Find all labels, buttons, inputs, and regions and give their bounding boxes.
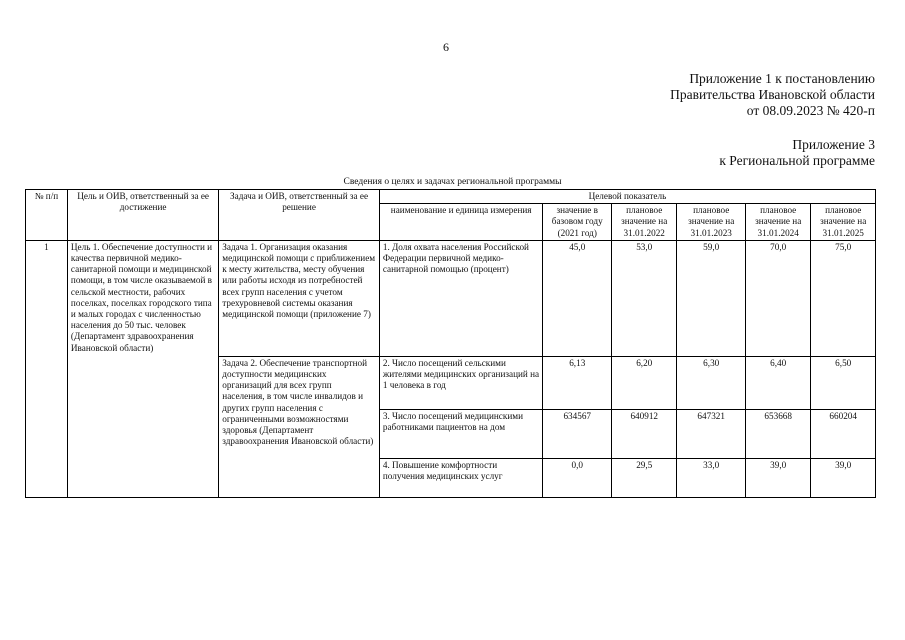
- indicator-name: 2. Число посещений сельскими жителями медицинских организаций на 1 человека в год: [379, 356, 543, 409]
- appendix-1-header: [670, 71, 875, 119]
- indicator-plan-2025: 75,0: [811, 240, 876, 356]
- header-target-indicator: Целевой показатель: [379, 190, 875, 204]
- appendix-1-line-2: Правительства Ивановской области: [670, 87, 875, 102]
- indicator-name: 3. Число посещений медицинскими работниками пациентов на дом: [379, 409, 543, 458]
- indicator-plan-2022: 53,0: [612, 240, 677, 356]
- page-number: 6: [443, 40, 449, 54]
- indicator-plan-2022: 640912: [612, 409, 677, 458]
- task-cell: Задача 2. Обеспечение транспортной доступности медицинских организаций для всех групп населения, в том числе инвалидов и других групп населения с ограниченными возможностями здоровья (Департамент здравоохранения Ивановской области): [219, 356, 380, 497]
- indicator-plan-2024: 6,40: [745, 356, 810, 409]
- header-base-value: значение в базовом году (2021 год): [543, 204, 612, 241]
- appendix-3-line-2: к Региональной программе: [719, 153, 875, 168]
- indicator-plan-2025: 39,0: [811, 458, 876, 497]
- indicator-name: 4. Повышение комфортности получения медицинских услуг: [379, 458, 543, 497]
- appendix-1-line-3: от 08.09.2023 № 420-п: [746, 103, 875, 118]
- indicator-base-value: 45,0: [543, 240, 612, 356]
- header-indicator-name: наименование и единица измерения: [379, 204, 543, 241]
- indicator-plan-2022: 6,20: [612, 356, 677, 409]
- header-num: № п/п: [26, 190, 68, 241]
- indicator-plan-2025: 6,50: [811, 356, 876, 409]
- indicator-plan-2023: 33,0: [677, 458, 746, 497]
- appendix-1-line-1: Приложение 1 к постановлению: [689, 71, 875, 86]
- indicator-plan-2023: 647321: [677, 409, 746, 458]
- header-plan-2023: плановое значение на 31.01.2023: [677, 204, 746, 241]
- indicator-name: 1. Доля охвата населения Российской Федерации первичной медико-санитарной помощью (процент): [379, 240, 543, 356]
- header-goal: Цель и ОИВ, ответственный за ее достижение: [67, 190, 218, 241]
- header-plan-2022: плановое значение на 31.01.2022: [612, 204, 677, 241]
- indicator-plan-2024: 70,0: [745, 240, 810, 356]
- row-number: 1: [26, 240, 68, 497]
- indicator-plan-2023: 6,30: [677, 356, 746, 409]
- indicator-plan-2023: 59,0: [677, 240, 746, 356]
- indicator-plan-2025: 660204: [811, 409, 876, 458]
- header-plan-2025: плановое значение на 31.01.2025: [811, 204, 876, 241]
- task-cell: Задача 1. Организация оказания медицинской помощи с приближением к месту жительства, месту обучения или работы исходя из потребностей всех групп населения с учетом трехуровневой системы оказания медицинской помощи (приложение 7): [219, 240, 380, 356]
- table-title: Сведения о целях и задачах региональной программы: [343, 177, 562, 187]
- goal-cell: Цель 1. Обеспечение доступности и качества первичной медико-санитарной помощи и медицинской помощи, в том числе оказываемой в сельской местности, рабочих поселках, поселках городского типа и малых городах с численностью населения до 50 тыс. человек (Департамент здравоохранения Ивановской области): [67, 240, 218, 497]
- indicator-plan-2022: 29,5: [612, 458, 677, 497]
- appendix-3-header: [719, 137, 875, 169]
- indicator-base-value: 634567: [543, 409, 612, 458]
- table-row: [26, 240, 876, 356]
- appendix-3-line-1: Приложение 3: [792, 137, 875, 152]
- goals-table: [25, 189, 876, 498]
- indicator-base-value: 6,13: [543, 356, 612, 409]
- header-plan-2024: плановое значение на 31.01.2024: [745, 204, 810, 241]
- header-task: Задача и ОИВ, ответственный за ее решение: [219, 190, 380, 241]
- indicator-plan-2024: 39,0: [745, 458, 810, 497]
- indicator-base-value: 0,0: [543, 458, 612, 497]
- indicator-plan-2024: 653668: [745, 409, 810, 458]
